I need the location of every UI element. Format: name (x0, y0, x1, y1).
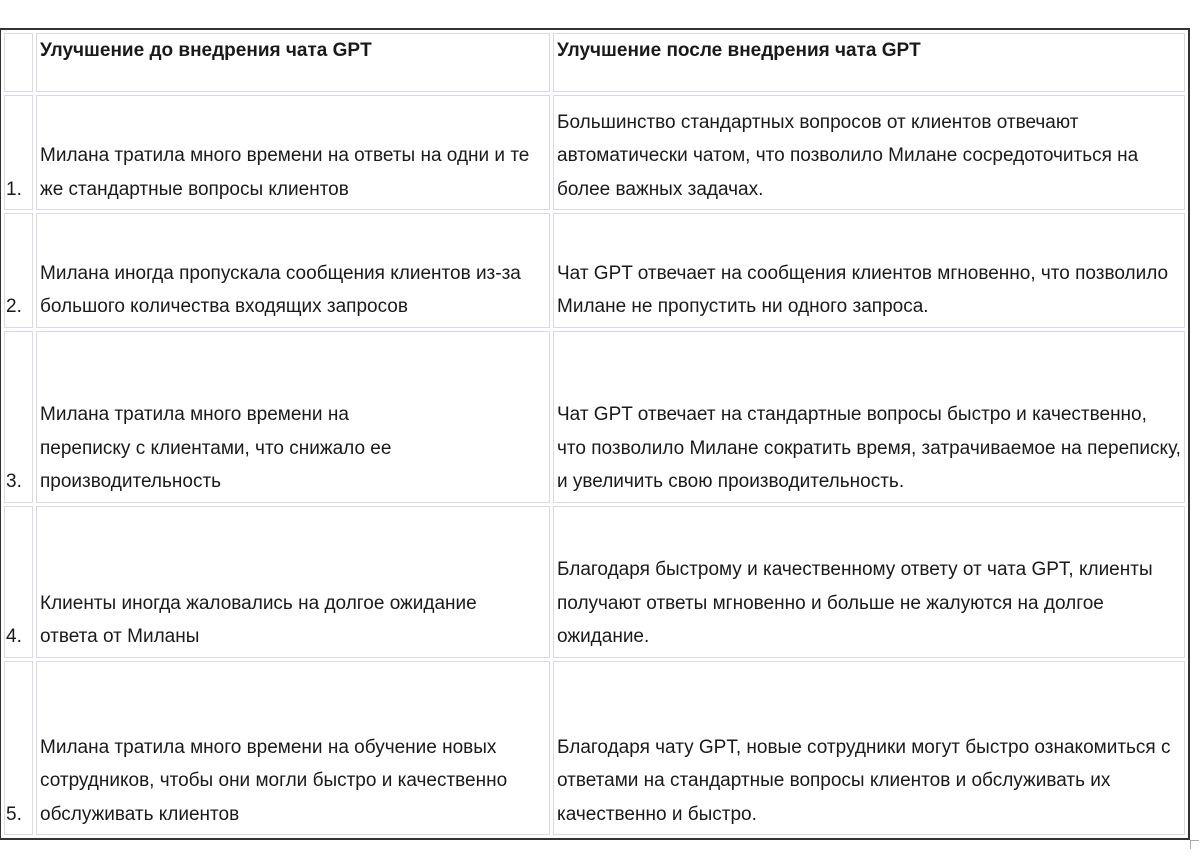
resize-corner (1190, 840, 1199, 849)
before-cell: Милана тратила много времени на переписку с клиентами, что снижало ее производительность (36, 331, 550, 503)
table-row (4, 661, 1185, 835)
row-number: 4. (4, 506, 33, 658)
header-after: Улучшение после внедрения чата GPT (553, 33, 1185, 92)
header-before: Улучшение до внедрения чата GPT (36, 33, 550, 92)
after-cell: Благодаря чату GPT, новые сотрудники могут быстро ознакомиться с ответами на стандартные вопросы клиентов и обслуживать их качественно и быстро. (553, 661, 1185, 835)
table-row (4, 213, 1185, 327)
after-cell: Чат GPT отвечает на стандартные вопросы быстро и качественно, что позволило Милане сократить время, затрачиваемое на переписку, и увеличить свою производительность. (553, 331, 1185, 503)
before-cell: Клиенты иногда жаловались на долгое ожидание ответа от Миланы (36, 506, 550, 658)
after-cell: Благодаря быстрому и качественному ответу от чата GPT, клиенты получают ответы мгновенно и больше не жалуются на долгое ожидание. (553, 506, 1185, 658)
table-row (4, 95, 1185, 210)
comparison-table (1, 30, 1188, 838)
after-cell: Большинство стандартных вопросов от клиентов отвечают автоматически чатом, что позволило Милане сосредоточиться на более важных задачах. (553, 95, 1185, 210)
header-number (4, 33, 33, 92)
before-cell: Милана иногда пропускала сообщения клиентов из-за большого количества входящих запросов (36, 213, 550, 327)
table-row (4, 506, 1185, 658)
header-row (4, 33, 1185, 92)
row-number: 2. (4, 213, 33, 327)
after-cell: Чат GPT отвечает на сообщения клиентов мгновенно, что позволило Милане не пропустить ни одного запроса. (553, 213, 1185, 327)
row-number: 5. (4, 661, 33, 835)
before-cell: Милана тратила много времени на обучение новых сотрудников, чтобы они могли быстро и качественно обслуживать клиентов (36, 661, 550, 835)
row-number: 3. (4, 331, 33, 503)
row-number: 1. (4, 95, 33, 210)
before-cell: Милана тратила много времени на ответы на одни и те же стандартные вопросы клиентов (36, 95, 550, 210)
table-row (4, 331, 1185, 503)
comparison-table-frame (0, 28, 1190, 840)
